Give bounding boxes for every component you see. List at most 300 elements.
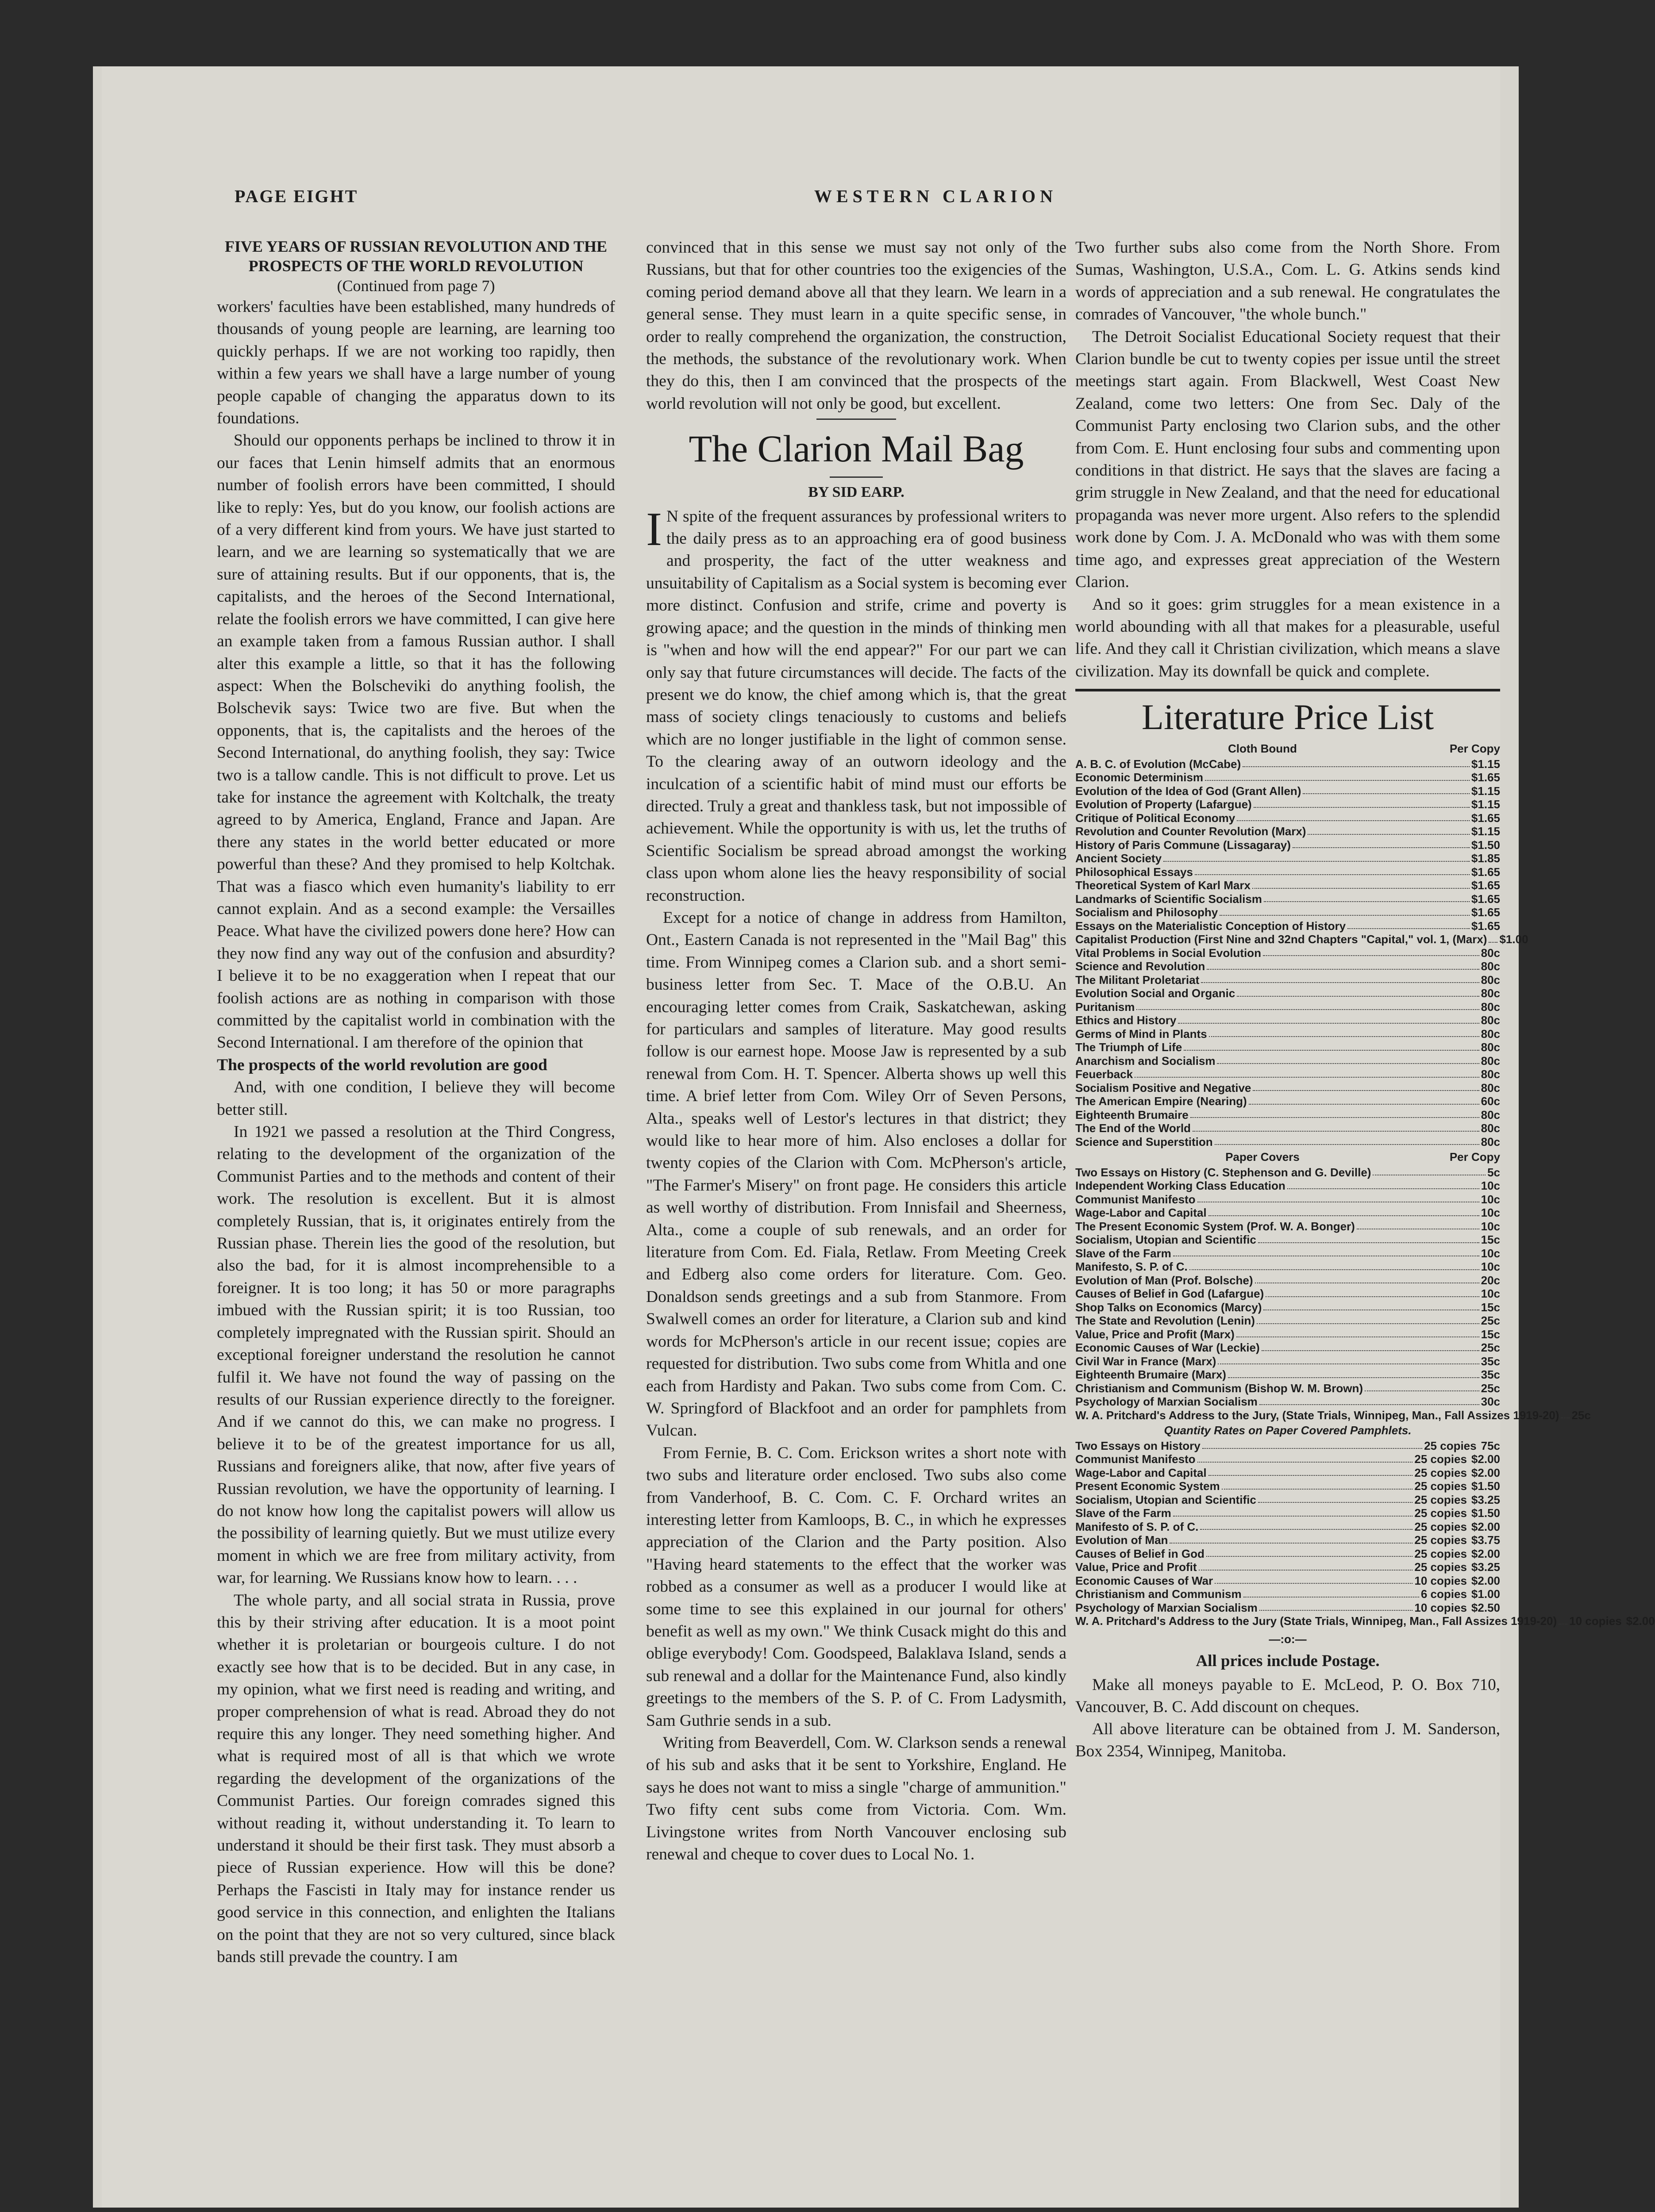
price-list-row [1075, 1382, 1500, 1395]
running-head [235, 186, 1474, 212]
item-title: Socialism, Utopian and Scientific [1075, 1233, 1256, 1247]
dot-leader [1184, 1050, 1479, 1051]
item-quantity: 25 copies [1424, 1439, 1477, 1452]
item-price: 80c [1481, 973, 1500, 987]
price-list-row [1075, 1068, 1500, 1081]
item-title: Shop Talks on Economics (Marcy) [1075, 1300, 1262, 1314]
price-list-row [1075, 1233, 1500, 1247]
dot-leader [1205, 780, 1470, 781]
item-title: Evolution of Man [1075, 1533, 1168, 1547]
page-label: PAGE EIGHT [235, 186, 358, 206]
price-list-row [1075, 1179, 1500, 1193]
dot-leader [1217, 1063, 1479, 1064]
separator: —:o:— [1269, 1632, 1307, 1646]
price-list-row [1075, 1193, 1500, 1206]
price-list-row [1075, 1094, 1500, 1108]
price-list-row [1075, 906, 1500, 919]
item-title: Puritanism [1075, 1000, 1135, 1014]
item-quantity: 10 copies [1414, 1574, 1467, 1587]
item-price: 75c [1481, 1439, 1500, 1452]
item-title: Independent Working Class Education [1075, 1179, 1286, 1193]
item-title: The Triumph of Life [1075, 1041, 1182, 1054]
dot-leader [1264, 901, 1470, 902]
item-quantity: 25 copies [1414, 1520, 1467, 1533]
price-list-row [1075, 1135, 1500, 1149]
paragraph-text: N spite of the frequent assurances by professional writers to the daily press as to an approaching era of good business and prosperity, the fact of the utter weakness and unsuitability of Capitalism as a Social system is becoming ever more distinct. Confusion and strife, crime and poverty is growing apace; and the question in the minds of thinking men is "when and how will the end appear?" For our part we can only say that future circumstances will decide. The facts of the present we do know, the chief among which is, that the great mass of society clings tenaciously to customs and beliefs which are no longer justifiable in the light of common sense. To the clearing away of an outworn ideology and the inculcation of a scientific habit of mind must our efforts be directed. Truly a great and thankless task, but not impossible of achievement. While the opportunity is with us, let the truths of Scientific Socialism be spread abroad amongst the working class upon whom alone lies the heavy responsibility of social reconstruction. [646, 507, 1066, 905]
item-price: 15c [1481, 1233, 1500, 1247]
item-price: 5c [1487, 1165, 1500, 1179]
dot-leader [1249, 1104, 1479, 1105]
price-list-row [1075, 933, 1528, 946]
item-title: The American Empire (Nearing) [1075, 1094, 1247, 1108]
item-price: 80c [1481, 1135, 1500, 1148]
price-list-row [1075, 1574, 1500, 1588]
price-list-row [1075, 757, 1500, 771]
dot-leader [1195, 874, 1470, 875]
divider [816, 419, 896, 420]
item-title: Two Essays on History (C. Stephenson and G. Deville) [1075, 1165, 1371, 1179]
dot-leader [1365, 1390, 1479, 1391]
dot-leader [1190, 1117, 1479, 1118]
price-list-row [1075, 946, 1500, 960]
dot-leader [1347, 928, 1470, 929]
item-price: $1.15 [1471, 784, 1500, 798]
item-price: 10c [1481, 1192, 1500, 1206]
item-price: 80c [1481, 1014, 1500, 1027]
item-price: $1.65 [1471, 892, 1500, 906]
price-list [1075, 742, 1655, 1646]
column-2 [646, 237, 1066, 1866]
price-list-row [1075, 771, 1500, 784]
dot-leader [1303, 793, 1470, 794]
dot-leader [1200, 1529, 1413, 1530]
article-paragraph: From Fernie, B. C. Com. Erickson writes a short note with two subs and literature order enclosed. Two subs also come from Vanderhoof, B. C. Com. C. F. Orchard writes an interesting letter from Kamloops, B. C., in which he expresses appreciation of the Clarion and the Party position. Also "Having heard statements to the effect that the worker was robbed as a consumer as well as a producer I would like at some time to see this explained in our journal for others' benefit as well as my own." We think Cusack might do this and oblige everybody! Com. Goodspeed, Balaklava Island, sends a sub renewal and a dollar for the Maintenance Fund, also kindly greetings to the members of the S. P. of C. From Ladysmith, Sam Guthrie sends in a sub. [646, 1444, 1067, 1730]
dot-leader [1243, 766, 1470, 767]
item-price: $1.85 [1471, 852, 1500, 865]
item-price: $1.00 [1471, 1587, 1500, 1601]
dot-leader [1215, 1583, 1413, 1584]
item-title: Christianism and Communism (Bishop W. M. Brown) [1075, 1381, 1363, 1395]
item-title: A. B. C. of Evolution (McCabe) [1075, 757, 1241, 771]
dot-leader [1262, 1350, 1479, 1351]
dot-leader [1258, 1242, 1479, 1243]
item-quantity: 25 copies [1414, 1479, 1467, 1493]
section-heading: The prospects of the world revolution are good [217, 1056, 547, 1074]
dot-leader [1257, 1323, 1479, 1324]
item-title: The Militant Proletariat [1075, 973, 1200, 987]
price-list-row [1075, 1206, 1500, 1220]
dot-leader [1259, 1610, 1413, 1611]
item-price: 80c [1481, 1068, 1500, 1081]
dot-leader [1209, 1475, 1413, 1476]
dot-leader [1254, 807, 1470, 808]
price-list-row [1075, 1547, 1500, 1561]
item-price: 15c [1481, 1327, 1500, 1341]
item-quantity: 25 copies [1414, 1452, 1467, 1466]
price-list-row [1075, 1493, 1500, 1507]
price-list-row [1075, 1395, 1500, 1409]
item-price: 35c [1481, 1368, 1500, 1382]
article-paragraph: In 1921 we passed a resolution at the Third Congress, relating to the development of the organization of the Communist Parties and to the methods and content of their work. The resolution is excellent. But it is almost completely Russian, that is, it originates entirely from the Russian phase. Therein lies the good of the resolution, but also the bad, for it is almost incomprehensible to a foreigner. It is too long; it has 50 or more paragraphs imbued with the Russian spirit; it is too Russian, too completely impregnated with the Russian spirit. Should an exceptional foreigner understand the resolution he cannot fulfil it. We have not found the way of passing on the results of our Russian experience directly to the foreigner. And if we cannot do this, we can make no progress. I believe it to be of the greatest importance for us all, Russians and foreigners alike, that now, after five years of Russian revolution, we have the opportunity of learning. I do not know how long the capitalist powers will allow us the possibility of learning quietly. But we must utilize every moment in which we are free from military activity, from war, for learning. We Russians know how to learn. . . . [217, 1123, 615, 1587]
dot-leader [1215, 1144, 1479, 1145]
byline: BY SID EARP. [808, 484, 904, 501]
item-price: $2.00 [1471, 1547, 1500, 1560]
item-quantity: 25 copies [1414, 1493, 1467, 1506]
item-price: 80c [1481, 1054, 1500, 1068]
price-list-row [1075, 973, 1500, 987]
price-list-row [1075, 811, 1500, 825]
article-paragraph: Writing from Beaverdell, Com. W. Clarkson sends a renewal of his sub and asks that it be sent to Yorkshire, England. He says he does not want to miss a single "charge of ammunition." Two fifty cent subs come from Victoria. Com. Wm. Livingstone writes from North Vancouver enclosing sub renewal and cheque to cover dues to Local No. 1. [646, 1734, 1066, 1864]
item-title: Science and Superstition [1075, 1135, 1213, 1148]
item-price: $1.50 [1471, 1479, 1500, 1493]
dot-leader [1220, 915, 1470, 916]
item-price: $2.00 [1626, 1614, 1655, 1628]
paper-list [1075, 1165, 1591, 1422]
paper-heading: Paper Covers [1225, 1150, 1300, 1164]
item-title: Eighteenth Brumaire (Marx) [1075, 1368, 1226, 1382]
dot-leader [1287, 1188, 1479, 1189]
price-list-row [1075, 1287, 1500, 1301]
price-list-row [1075, 798, 1500, 811]
price-list-row [1075, 1260, 1500, 1274]
dot-leader [1259, 1404, 1479, 1405]
article-headline: FIVE YEARS OF RUSSIAN REVOLUTION AND THE PROSPECTS OF THE WORLD REVOLUTION [224, 238, 608, 275]
item-title: Socialism, Utopian and Scientific [1075, 1493, 1256, 1506]
item-price: 80c [1481, 1041, 1500, 1054]
price-list-row [1075, 960, 1500, 973]
item-title: Capitalist Production (First Nine and 32nd Chapters "Capital," vol. 1, (Marx) [1075, 933, 1487, 946]
price-list-row [1075, 1533, 1500, 1547]
item-title: Eighteenth Brumaire [1075, 1108, 1189, 1121]
price-list-row [1075, 919, 1500, 933]
drop-cap: I [646, 503, 662, 556]
item-title: Communist Manifesto [1075, 1452, 1196, 1466]
item-title: Economic Causes of War [1075, 1574, 1213, 1587]
item-price: $1.65 [1471, 906, 1500, 919]
article-paragraph: workers' faculties have been established, many hundreds of thousands of young people are learning, are learning too quickly perhaps. If we are not working too rapidly, then within a few years we shall have a large number of young people capable of changing the apparatus down to its foundations. [217, 298, 615, 428]
item-title: Theoretical System of Karl Marx [1075, 879, 1251, 892]
divider [830, 476, 883, 478]
article-paragraph: And, with one condition, I believe they will become better still. [217, 1078, 615, 1119]
item-title: Science and Revolution [1075, 960, 1205, 973]
postage-note: All prices include Postage. [1196, 1652, 1380, 1671]
dot-leader [1258, 1502, 1413, 1503]
article-paragraph: And so it goes: grim struggles for a mean existence in a world abounding with all that makes for a pleasurable, useful life. And they call it Christian civilization, which means a slave civilization. May its downfall be quick and complete. [1075, 595, 1500, 680]
item-price: $2.00 [1471, 1574, 1500, 1587]
item-price: 80c [1481, 1121, 1500, 1135]
price-list-row [1075, 879, 1500, 892]
item-price: 35c [1481, 1354, 1500, 1368]
per-copy-label: Per Copy [1449, 742, 1500, 756]
dot-leader [1136, 1009, 1479, 1010]
price-list-row [1075, 1014, 1500, 1027]
continued-note: (Continued from page 7) [337, 277, 495, 295]
dot-leader [1222, 1489, 1413, 1490]
item-price: $1.65 [1471, 879, 1500, 892]
item-title: Evolution Social and Organic [1075, 987, 1235, 1000]
price-list-row [1075, 1587, 1500, 1601]
item-price: 25c [1571, 1408, 1591, 1422]
dot-leader [1170, 1543, 1413, 1544]
item-price: $1.50 [1471, 1506, 1500, 1520]
dot-leader [1308, 834, 1469, 835]
item-price: 20c [1481, 1273, 1500, 1287]
dot-leader [1489, 942, 1497, 943]
item-title: Economic Determinism [1075, 771, 1203, 784]
dot-leader [1163, 861, 1470, 862]
item-title: Slave of the Farm [1075, 1246, 1171, 1260]
item-quantity: 10 copies [1569, 1614, 1622, 1628]
item-title: Civil War in France (Marx) [1075, 1354, 1216, 1368]
column-1 [217, 237, 615, 1968]
price-list-row [1075, 1301, 1500, 1314]
item-title: History of Paris Commune (Lissagaray) [1075, 838, 1291, 852]
article-continuation: convinced that in this sense we must say not only of the Russians, but that for other countries too the exigencies of the coming period demand above all that they learn. We learn in a general sense. They must learn in a quite specific sense, in order to really comprehend the organization, the construction, the methods, the substance of the revolutionary work. When they do this, then I am convinced that the prospects of the world revolution will not only be good, but excellent. [646, 238, 1066, 413]
item-title: Germs of Mind in Plants [1075, 1027, 1207, 1041]
dot-leader [1237, 996, 1479, 997]
item-title: Evolution of Man (Prof. Bolsche) [1075, 1273, 1253, 1287]
paper-heading-row [1075, 1150, 1500, 1164]
dot-leader [1202, 1448, 1422, 1449]
article-paragraph: The Detroit Socialist Educational Society request that their Clarion bundle be cut to twenty copies per issue until the street meetings start again. From Blackwell, West Coast New Zealand, come two letters: One from Sec. Daly of the Communist Party enclosing two Clarion subs, and the other from Com. E. Hunt enclosing four subs and commenting upon conditions in that district. He says that the slaves are facing a grim struggle in New Zealand, and that the need for educational propaganda was never more urgent. Also refers to the splendid work done by Com. J. A. McDonald who was with them some time ago, and expresses great appreciation of the Western Clarion. [1075, 327, 1500, 591]
item-title: Ancient Society [1075, 852, 1162, 865]
paper-title: WESTERN CLARION [814, 186, 1057, 206]
dot-leader [1228, 1377, 1479, 1378]
item-price: $1.50 [1471, 838, 1500, 852]
item-price: 25c [1481, 1314, 1500, 1328]
item-title: Psychology of Marxian Socialism [1075, 1395, 1258, 1409]
item-title: Two Essays on History [1075, 1439, 1201, 1452]
item-title: Ethics and History [1075, 1014, 1177, 1027]
item-price: $1.15 [1471, 798, 1500, 811]
payable-note: Make all moneys payable to E. McLeod, P. O. Box 710, Vancouver, B. C. Add discount on cheques. [1075, 1676, 1500, 1717]
price-list-row [1075, 1000, 1500, 1014]
article-paragraph [646, 503, 1066, 907]
item-title: Vital Problems in Social Evolution [1075, 946, 1261, 960]
price-list-row [1075, 1027, 1500, 1041]
dot-leader [1193, 1131, 1479, 1132]
item-title: Landmarks of Scientific Socialism [1075, 892, 1262, 906]
price-list-row [1075, 1041, 1500, 1054]
item-price: 80c [1481, 1108, 1500, 1121]
price-list-row [1075, 1614, 1655, 1628]
cloth-heading-row [1075, 742, 1500, 756]
item-price: 80c [1481, 960, 1500, 973]
column-3 [1075, 237, 1655, 1763]
item-title: Critique of Political Economy [1075, 811, 1235, 825]
item-price: $2.00 [1471, 1452, 1500, 1466]
item-title: Present Economic System [1075, 1479, 1220, 1493]
item-title: Feuerback [1075, 1068, 1133, 1081]
price-list-row [1075, 825, 1500, 838]
dot-leader [1263, 955, 1479, 956]
dot-leader [1209, 1215, 1479, 1216]
price-list-row [1075, 838, 1500, 852]
item-price: 10c [1481, 1287, 1500, 1301]
dot-leader [1135, 1077, 1479, 1078]
dot-leader [1201, 982, 1479, 983]
item-price: 30c [1481, 1395, 1500, 1409]
item-price: $2.00 [1471, 1520, 1500, 1533]
price-list-row [1075, 987, 1500, 1000]
dot-leader [1236, 1336, 1479, 1337]
price-list-row [1075, 1479, 1500, 1493]
item-quantity: 25 copies [1414, 1466, 1467, 1479]
item-title: Wage-Labor and Capital [1075, 1466, 1207, 1479]
item-price: 15c [1481, 1300, 1500, 1314]
item-price: 80c [1481, 987, 1500, 1000]
dot-leader [1243, 1597, 1419, 1598]
item-title: Value, Price and Profit [1075, 1560, 1197, 1574]
price-list-row [1075, 1247, 1500, 1260]
price-list-row [1075, 1439, 1500, 1453]
item-price: 25c [1481, 1381, 1500, 1395]
price-list-row [1075, 1408, 1591, 1422]
quantity-heading: Quantity Rates on Paper Covered Pamphlets. [1164, 1424, 1412, 1437]
price-list-row [1075, 1166, 1500, 1179]
item-title: The State and Revolution (Lenin) [1075, 1314, 1255, 1328]
item-title: Economic Causes of War (Leckie) [1075, 1341, 1260, 1355]
divider [1075, 689, 1500, 691]
price-list-row [1075, 1560, 1500, 1574]
article-paragraph: The whole party, and all social strata in Russia, prove this by their striving after education. It is a moot point whether it is proletarian or bourgeois culture. I do not exactly see how that is to be decided. But in any case, in my opinion, what we first need is reading and writing, and proper comprehension of what is read. Abroad they do not require this any longer. They need something higher. And what is required most of all is that which we wrote regarding the development of the organizations of the Communist Parties. Our foreign comrades signed this without reading it, without understanding it. To learn to understand it should be their first task. They must absorb a piece of Russian experience. How will this be done? Perhaps the Fascisti in Italy may for instance render us good service in this connection, and enlighten the Italians on the point that they are not so very cultured, since black bands still prevade the country. I am [217, 1591, 615, 1966]
per-copy-label: Per Copy [1449, 1150, 1500, 1164]
item-title: Psychology of Marxian Socialism [1075, 1601, 1258, 1614]
item-title: Revolution and Counter Revolution (Marx) [1075, 825, 1306, 838]
mail-bag-title: The Clarion Mail Bag [689, 427, 1024, 470]
item-price: 80c [1481, 1081, 1500, 1094]
item-title: W. A. Pritchard's Address to the Jury, (State Trials, Winnipeg, Man., Fall Assizes 1919-20) [1075, 1408, 1559, 1422]
item-title: Wage-Labor and Capital [1075, 1206, 1207, 1220]
dot-leader [1252, 888, 1470, 889]
newspaper-page [102, 66, 1655, 2208]
article-paragraph: Except for a notice of change in address from Hamilton, Ont., Eastern Canada is not represented in the "Mail Bag" this time. From Winnipeg comes a Clarion sub. and a short semi-business letter from Sec. T. Mace of the O.B.U. An encouraging letter comes from Craik, Saskatchewan, asking for particulars and samples of literature. May good results follow is our earnest hope. Moose Jaw is represented by a sub renewal from Com. H. T. Spencer. Alberta shows up well this time. A brief letter from Com. Wiley Orr of Seven Persons, Alta., speaks well of Lestor's lectures in that district; they would like to hear more of him. Also encloses a dollar for twenty copies of the Clarion with Com. McPherson's article, "The Farmer's Misery" on front page. He considers this article as well worthy of distribution. From Innisfail and Sheerness, Alta., come a couple of sub renewals, and an order for literature from Com. Ed. Fiala, Retlaw. From Meeting Creek and Edberg also come orders for literature. Com. Geo. Donaldson sends greetings and a sub from Stanmore. From Swalwell comes an order for literature, a Clarion sub and kind words for McPherson's article in our recent issue; copies are requested for distribution. Two subs come from Whitla and one each from Hardisty and Pakan. Two subs come from Com. C. W. Springford of Blackfoot and an order for pamphlets from Vulcan. [646, 908, 1066, 1440]
price-list-row [1075, 892, 1500, 906]
item-title: Communist Manifesto [1075, 1192, 1196, 1206]
item-title: Manifesto, S. P. of C. [1075, 1260, 1188, 1274]
item-title: W. A. Pritchard's Address to the Jury (State Trials, Winnipeg, Man., Fall Assizes 1919-20) [1075, 1614, 1557, 1628]
item-price: $3.25 [1471, 1493, 1500, 1506]
price-list-row [1075, 1108, 1500, 1122]
dot-leader [1178, 1023, 1479, 1024]
dot-leader [1206, 1556, 1413, 1557]
item-price: $3.75 [1471, 1533, 1500, 1547]
price-list-row [1075, 1466, 1500, 1480]
dot-leader [1207, 969, 1479, 970]
item-price: 10c [1481, 1179, 1500, 1193]
item-quantity: 10 copies [1414, 1601, 1467, 1614]
price-list-row [1075, 1341, 1500, 1355]
item-title: Christianism and Communism [1075, 1587, 1242, 1601]
article-paragraph: Two further subs also come from the North Shore. From Sumas, Washington, U.S.A., Com. L. G. Atkins sends kind words of appreciation and a sub renewal. He congratulates the comrades of Vancouver, "the whole bunch." [1075, 238, 1500, 324]
item-price: 80c [1481, 946, 1500, 960]
price-list-title: Literature Price List [1141, 697, 1434, 737]
item-price: $1.00 [1499, 933, 1528, 946]
dot-leader [1237, 820, 1470, 821]
item-title: Evolution of the Idea of God (Grant Allen) [1075, 784, 1301, 798]
item-title: Essays on the Materialistic Conception of History [1075, 919, 1346, 933]
price-list-row [1075, 1601, 1500, 1615]
price-list-row [1075, 1054, 1500, 1068]
item-price: $1.65 [1471, 865, 1500, 879]
quantity-list [1075, 1439, 1655, 1628]
item-title: Socialism and Philosophy [1075, 906, 1218, 919]
item-title: The Present Economic System (Prof. W. A. Bonger) [1075, 1219, 1355, 1233]
price-list-row [1075, 1520, 1500, 1534]
price-list-row [1075, 1081, 1500, 1095]
cloth-list [1075, 757, 1528, 1149]
item-quantity: 6 copies [1420, 1587, 1467, 1601]
article-paragraph: Should our opponents perhaps be inclined to throw it in our faces that Lenin himself admits that an enormous number of foolish errors have been committed, I should like to reply: Yes, but do you know, our foolish actions are of a very different kind from yours. We have just started to learn, and we are learning so systematically that we are sure of attaining results. But if our opponents, that is, the capitalists, and the heroes of the Second International, relate the foolish errors we have committed, I can give here an example taken from a famous Russian author. I shall alter this example a little, so that it has the following aspect: When the Bolscheviki do anything foolish, the Bolschevik says: Twice two are five. But when the opponents, that is, the capitalists and the heroes of the Second International, do anything foolish, they say: Twice two is a tallow candle. This is not difficult to prove. Let us take for instance the agreement with Koltchalk, the treaty agreed to by America, England, France and Japan. Are there any states in the world better educated or more powerful than these? And they promised to help Koltchak. That was a fiasco which even humanity's liability to err cannot explain. And as a second example: the Versailles Peace. What have the civilized powers done here? How can they now find any way out of the confusion and absurdity? I believe it to be no exaggeration when I repeat that our foolish actions are as nothing in comparison with those committed by the capitalist world in combination with the Second International. I am therefore of the opinion that [217, 431, 615, 1052]
price-list-row [1075, 1452, 1500, 1466]
item-title: Value, Price and Profit (Marx) [1075, 1327, 1235, 1341]
item-price: $1.15 [1471, 825, 1500, 838]
dot-leader [1561, 1417, 1570, 1418]
newspaper-sheet [93, 66, 1655, 2208]
price-list-row [1075, 1355, 1500, 1368]
price-list-row [1075, 1314, 1500, 1328]
dot-leader [1209, 1036, 1479, 1037]
price-list-row [1075, 1368, 1500, 1382]
item-title: Anarchism and Socialism [1075, 1054, 1216, 1068]
item-title: Causes of Belief in God [1075, 1547, 1205, 1560]
item-quantity: 25 copies [1414, 1506, 1467, 1520]
dot-leader [1253, 1090, 1479, 1091]
item-quantity: 25 copies [1414, 1560, 1467, 1574]
item-price: $1.65 [1471, 771, 1500, 784]
dot-leader [1266, 1296, 1479, 1297]
price-list-row [1075, 865, 1500, 879]
item-quantity: 25 copies [1414, 1533, 1467, 1547]
dot-leader [1199, 1570, 1413, 1571]
price-list-row [1075, 1328, 1500, 1341]
item-quantity: 25 copies [1414, 1547, 1467, 1560]
item-price: 60c [1481, 1094, 1500, 1108]
item-price: 80c [1481, 1027, 1500, 1041]
item-title: Philosophical Essays [1075, 865, 1193, 879]
price-list-row [1075, 1506, 1500, 1520]
item-title: Evolution of Property (Lafargue) [1075, 798, 1252, 811]
dot-leader [1197, 1462, 1413, 1463]
item-price: $1.15 [1471, 757, 1500, 771]
item-price: $1.65 [1471, 811, 1500, 825]
dot-leader [1293, 847, 1470, 848]
item-price: 10c [1481, 1260, 1500, 1274]
item-title: Manifesto of S. P. of C. [1075, 1520, 1199, 1533]
item-title: Socialism Positive and Negative [1075, 1081, 1251, 1094]
price-list-row [1075, 784, 1500, 798]
item-price: 10c [1481, 1246, 1500, 1260]
item-price: 10c [1481, 1219, 1500, 1233]
dot-leader [1173, 1516, 1413, 1517]
item-price: 25c [1481, 1341, 1500, 1355]
item-title: Slave of the Farm [1075, 1506, 1171, 1520]
price-list-row [1075, 1121, 1500, 1135]
item-title: The End of the World [1075, 1121, 1191, 1135]
cloth-heading: Cloth Bound [1228, 742, 1297, 756]
price-list-row [1075, 1220, 1500, 1233]
price-list-notes [1075, 1650, 1500, 1763]
dot-leader [1189, 1269, 1479, 1270]
item-price: $1.65 [1471, 919, 1500, 933]
item-price: $2.50 [1471, 1601, 1500, 1614]
item-price: 10c [1481, 1206, 1500, 1220]
price-list-row [1075, 1274, 1500, 1287]
item-price: $3.25 [1471, 1560, 1500, 1574]
item-price: $2.00 [1471, 1466, 1500, 1479]
item-price: 80c [1481, 1000, 1500, 1014]
item-title: Causes of Belief in God (Lafargue) [1075, 1287, 1264, 1301]
